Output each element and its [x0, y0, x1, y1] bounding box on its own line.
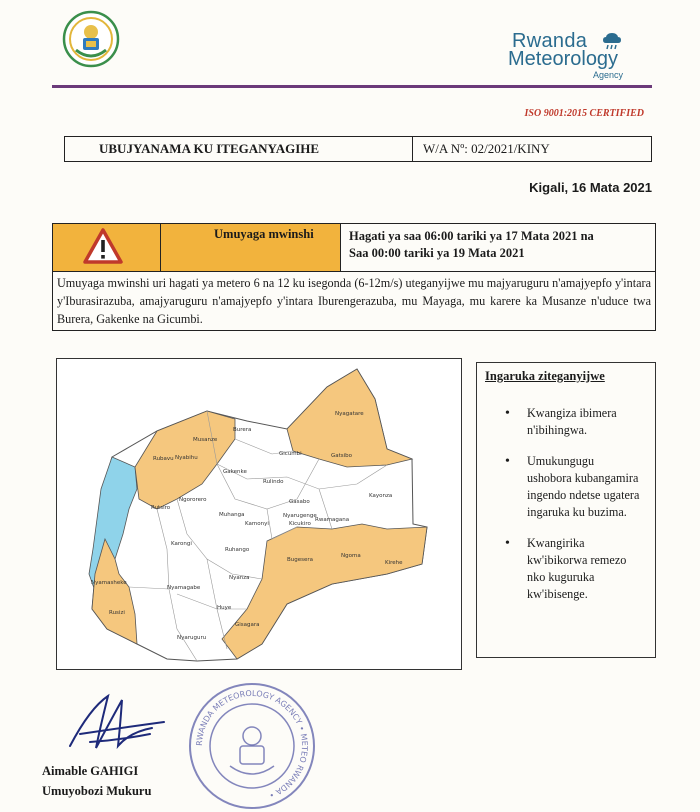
label-nyamagabe: Nyamagabe — [167, 585, 201, 591]
warning-description: Umuyaga mwinshi uri hagati ya metero 6 na 12 ku isegonda (6-12m/s) uteganyijwe mu majyaruguru n'amajyepfo y'intara y'Iburasirazuba, amajyaruguru n'amajyepfo y'intara Iburengerazuba, mu Mayaga, mu karere ka Musanze n'uduce twa Burera, Gakenke na Gicumbi. — [57, 276, 651, 326]
warning-validity — [341, 224, 655, 272]
issue-date: Kigali, 16 Mata 2021 — [529, 180, 652, 195]
stamp-ring-text: RWANDA METEOROLOGY AGENCY • METEO RWANDA • — [194, 688, 310, 800]
warning-validity-start: Hagati ya saa 06:00 tariki ya 17 Mata 2021 na — [349, 229, 594, 243]
label-rusizi: Rusizi — [109, 610, 125, 616]
label-ngororero: Ngororero — [179, 497, 207, 503]
iso-certification: ISO 9001:2015 CERTIFIED — [524, 108, 644, 119]
impact-item: • Kwangiza ibimera n'ibihingwa. — [501, 405, 641, 439]
label-nyaruguru: Nyaruguru — [177, 635, 207, 641]
warning-triangle-icon — [83, 228, 123, 264]
header-divider — [52, 85, 652, 88]
label-kamonyi: Kamonyi — [245, 521, 269, 527]
impacts-list — [501, 405, 641, 617]
label-nyarugenge: Nyarugenge — [283, 513, 317, 519]
label-burera: Burera — [233, 427, 252, 433]
label-karongi: Karongi — [171, 541, 192, 547]
map-graphic — [57, 359, 463, 671]
label-huye: Huye — [217, 605, 232, 611]
document-title: UBUJYANAMA KU ITEGANYAGIHE — [65, 137, 413, 161]
signatory-role: Umuyobozi Mukuru — [42, 784, 152, 798]
label-gasabo: Gasabo — [289, 499, 310, 505]
agency-name-line1: Rwanda — [512, 30, 588, 52]
label-ruhango: Ruhango — [225, 547, 250, 553]
label-nyagatare: Nyagatare — [335, 411, 364, 417]
warning-icon-cell — [53, 224, 161, 272]
label-nyamasheke: Nyamasheke — [91, 580, 127, 586]
label-rutsiro: Rutsiro — [151, 505, 171, 511]
label-rulindo: Rulindo — [263, 479, 284, 485]
rwanda-coat-of-arms-icon — [62, 10, 120, 68]
label-gisagara: Gisagara — [235, 622, 260, 628]
label-rwamagana: Rwamagana — [315, 517, 350, 523]
warning-type: Umuyaga mwinshi — [161, 224, 341, 272]
label-gatsibo: Gatsibo — [331, 453, 353, 459]
agency-logo — [508, 30, 648, 82]
warning-number: W/A Nº: 02/2021/KINY — [423, 141, 550, 156]
agency-name-line2: Meteorology — [508, 48, 619, 70]
label-kayonza: Kayonza — [369, 493, 393, 499]
label-muhanga: Muhanga — [219, 512, 245, 518]
official-stamp — [186, 680, 318, 812]
label-gakenke: Gakenke — [223, 469, 247, 475]
rwanda-warning-map — [56, 358, 462, 670]
label-kicukiro: Kicukiro — [289, 521, 311, 527]
warning-validity-end: Saa 00:00 tariki ya 19 Mata 2021 — [349, 246, 525, 260]
label-ngoma: Ngoma — [341, 553, 361, 559]
warning-box — [52, 223, 656, 331]
label-musanze: Musanze — [193, 437, 218, 443]
label-nyanza: Nyanza — [229, 575, 250, 581]
impact-item: • Umukungugu ushobora kubangamira ingendo ndetse ugatera ingaruka ku buzima. — [501, 453, 641, 521]
label-bugesera: Bugesera — [287, 557, 314, 563]
impact-item: • Kwangirika kw'ibikorwa remezo nko kuguruka kw'ibisenge. — [501, 535, 641, 603]
title-box — [64, 136, 652, 162]
label-kirehe: Kirehe — [385, 560, 403, 566]
impacts-title: Ingaruka ziteganyijwe — [485, 369, 605, 383]
label-nyabihu: Nyabihu — [175, 455, 198, 461]
agency-name-line3: Agency — [593, 70, 624, 80]
impacts-box — [476, 362, 656, 658]
signature-image — [60, 688, 170, 758]
signatory-name: Aimable GAHIGI — [42, 764, 139, 778]
label-gicumbi: Gicumbi — [279, 451, 302, 457]
label-rubavu: Rubavu — [153, 456, 174, 462]
